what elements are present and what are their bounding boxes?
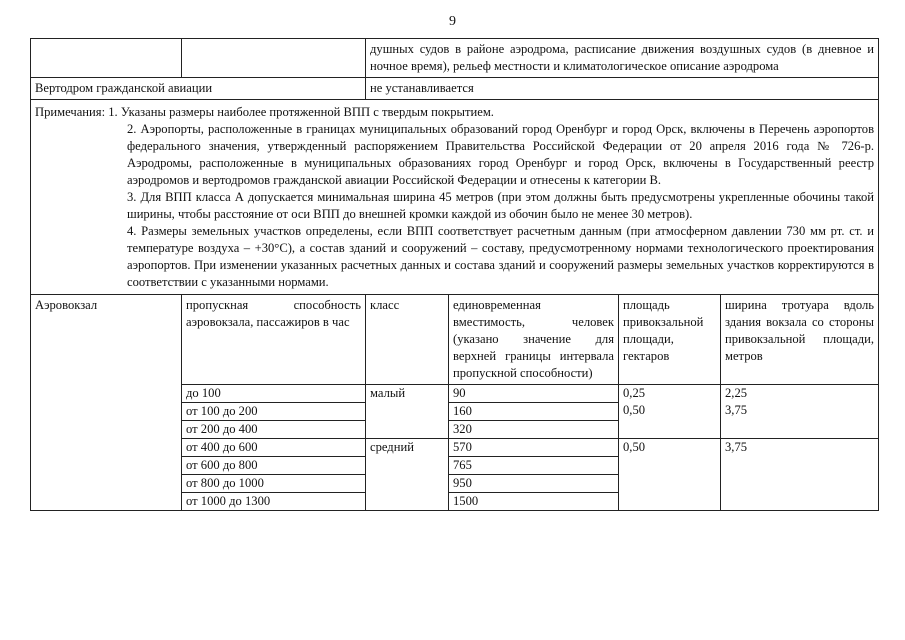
simultaneous-cell: 570 [449,439,619,457]
capacity-cell: от 800 до 1000 [182,475,366,493]
continuation-cell-1 [31,39,182,78]
document-table [30,38,879,511]
header-simultaneous: единовременная вместимость, человек (указано значение для верхней границы интервала пропускной способности) [449,295,619,385]
simultaneous-cell: 765 [449,457,619,475]
continuation-row [31,39,879,78]
class-cell: малый [366,385,449,439]
capacity-cell: от 200 до 400 [182,421,366,439]
header-capacity: пропускная способность аэровокзала, пассажиров в час [182,295,366,385]
simultaneous-cell: 90 [449,385,619,403]
note-2: 2. Аэропорты, расположенные в границах муниципальных образований город Оренбург и город Орск, включены в Перечень аэропортов федерального значения, утвержденный распоряжением Правительства Российской Федерации от 20 апреля 2016 года № 726-р. Аэродромы, расположенные в муниципальных образованиях город Оренбург и город Орск, включены в Государственный реестр аэродромов и вертодромов гражданской авиации Российской Федерации и отнесены к категории В. [127,122,875,187]
area-value: 0,25 [623,386,646,400]
sidewalk-value: 2,25 [725,386,748,400]
page-number: 9 [449,14,456,29]
capacity-cell: от 400 до 600 [182,439,366,457]
note-3: 3. Для ВПП класса А допускается минимальная ширина 45 метров (при этом должны быть предусмотрены укрепленные обочины такой ширины, чтобы расстояние от оси ВПП до внешней кромки каждой из обочин было не менее 30 метров). [127,190,875,221]
sidewalk-cell [721,385,879,439]
heliport-label: Вертодром гражданской авиации [31,78,366,100]
capacity-cell: от 100 до 200 [182,403,366,421]
note-1: 1. Указаны размеры наиболее протяженной ВПП с твердым покрытием. [108,105,494,119]
heliport-row [31,78,879,100]
note-4: 4. Размеры земельных участков определены, если ВПП соответствует расчетным данным (при атмосферном давлении 730 мм рт. ст. и температуре воздуха – +30°С), а состав зданий и сооружений – составу, предусмотренному нормами технологического проектирования аэропортов. При изменении указанных расчетных данных и состава зданий и сооружений размеры земельных участков корректируются в соответствии с указанными нормами. [127,224,875,289]
continuation-text: душных судов в районе аэродрома, расписание движения воздушных судов (в дневное и ночное время), рельеф местности и климатологическое описание аэродрома [366,39,879,78]
header-sidewalk: ширина тротуара вдоль здания вокзала со стороны привокзальной площади, метров [721,295,879,385]
terminal-label: Аэровокзал [31,295,182,511]
sidewalk-value: 3,75 [725,403,748,417]
class-cell: средний [366,439,449,511]
heliport-value: не устанавливается [366,78,879,100]
notes-row [31,100,879,295]
simultaneous-cell: 160 [449,403,619,421]
capacity-cell: от 1000 до 1300 [182,493,366,511]
notes-label: Примечания: [35,105,106,119]
simultaneous-cell: 950 [449,475,619,493]
header-area: площадь привокзальной площади, гектаров [619,295,721,385]
sidewalk-cell: 3,75 [721,439,879,511]
area-cell: 0,50 [619,439,721,511]
terminal-header-row [31,295,879,385]
continuation-cell-2 [182,39,366,78]
capacity-cell: до 100 [182,385,366,403]
capacity-cell: от 600 до 800 [182,457,366,475]
simultaneous-cell: 1500 [449,493,619,511]
notes-cell [31,100,879,295]
area-cell [619,385,721,439]
simultaneous-cell: 320 [449,421,619,439]
area-value: 0,50 [623,403,646,417]
header-class: класс [366,295,449,385]
